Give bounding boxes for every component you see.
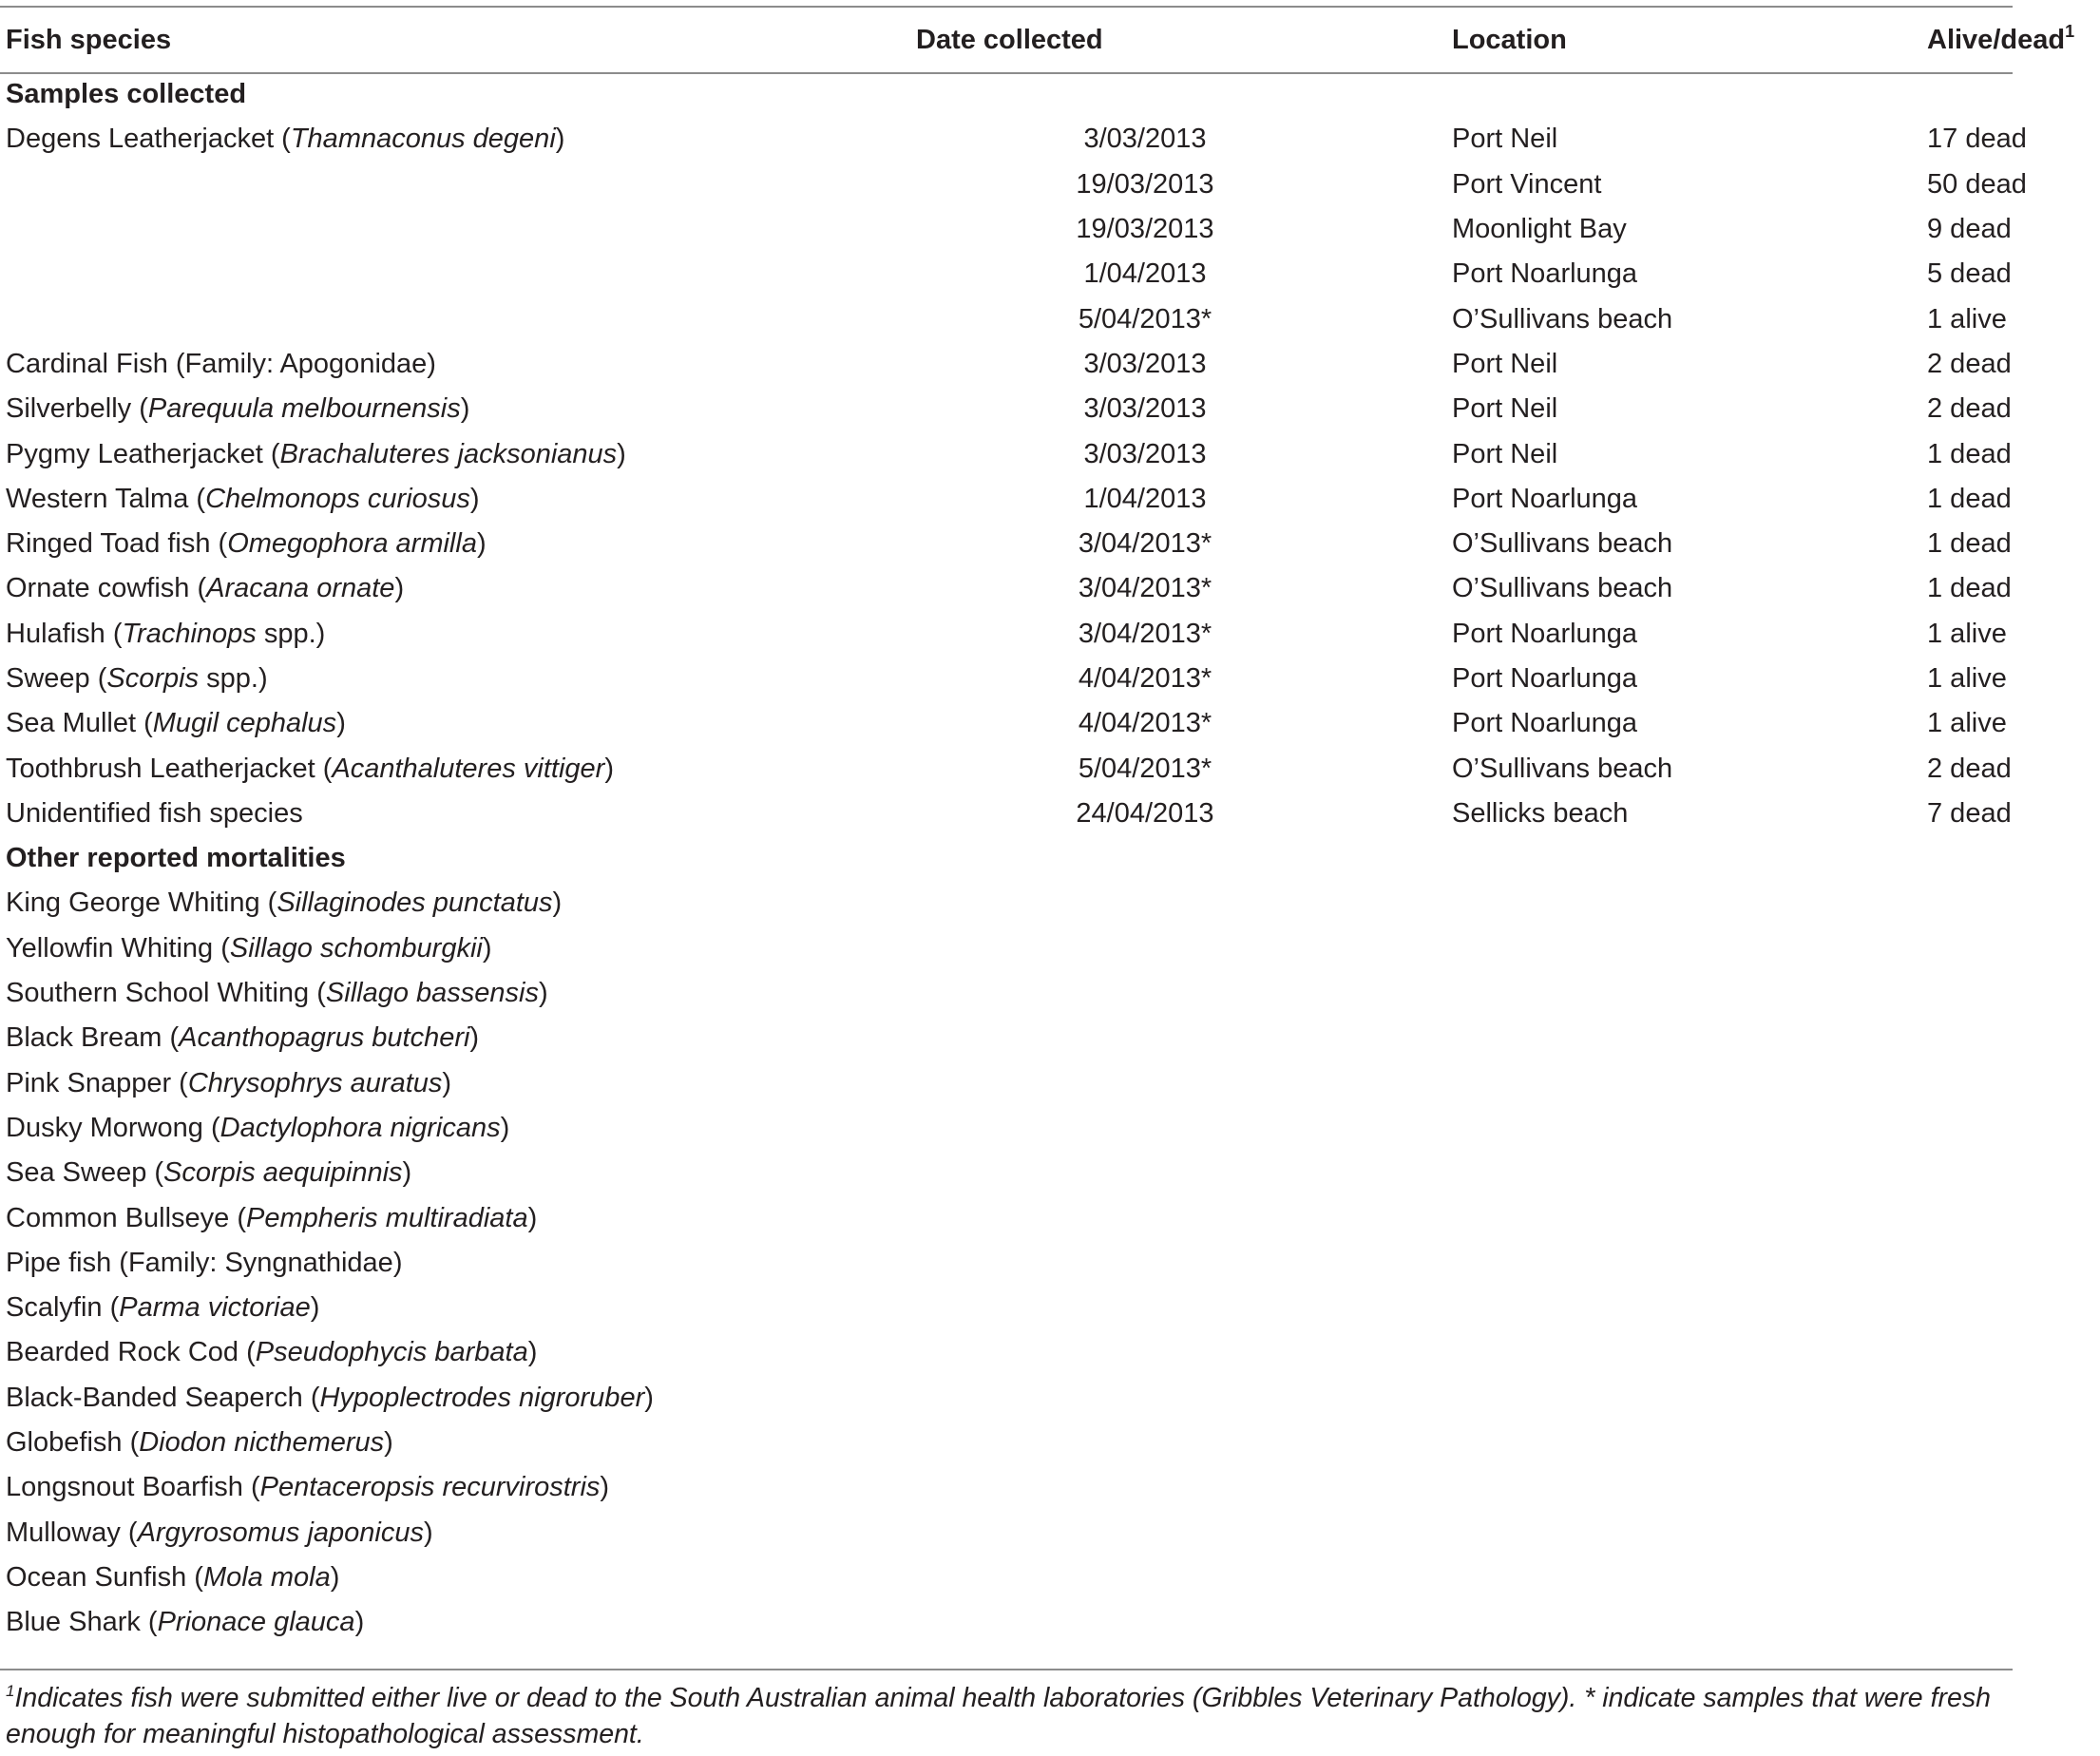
location-cell-empty <box>1448 1286 1927 1330</box>
species-cell <box>0 1600 842 1645</box>
table-row <box>0 1511 2100 1556</box>
date-cell: 3/03/2013 <box>1083 393 1207 425</box>
species-scientific-name: Diodon nicthemerus <box>139 1427 385 1459</box>
species-common-name: Southern School Whiting ( <box>6 978 326 1009</box>
species-scientific-name: Parma victoriae <box>119 1292 311 1324</box>
status-cell: 1 dead <box>1927 483 2012 514</box>
species-common-name: Globefish ( <box>6 1427 140 1459</box>
location-cell: Moonlight Bay <box>1452 214 1627 245</box>
table-row <box>0 117 2100 162</box>
table-row <box>0 792 2100 836</box>
table-row <box>0 477 2100 522</box>
status-cell: 1 alive <box>1927 618 2007 649</box>
species-cell <box>0 387 842 431</box>
status-cell-empty <box>1927 1151 2100 1195</box>
species-name-suffix: ) <box>476 528 487 560</box>
species-common-name: Degens Leatherjacket ( <box>6 124 291 155</box>
location-cell-empty <box>1448 1151 1927 1195</box>
species-cell <box>0 1511 842 1556</box>
status-cell: 2 dead <box>1927 393 2012 425</box>
table-row <box>0 1195 2100 1240</box>
species-name-suffix: ) <box>402 1157 412 1189</box>
table-row <box>0 1061 2100 1106</box>
location-cell-empty <box>1448 1556 1927 1600</box>
status-cell-empty <box>1927 1106 2100 1151</box>
species-name-suffix: ) <box>538 978 548 1009</box>
table-row <box>0 1600 2100 1645</box>
species-name-suffix: ) <box>310 1292 320 1324</box>
species-name-suffix: ) <box>442 1067 452 1098</box>
species-name-suffix: spp.) <box>256 618 326 649</box>
species-scientific-name: Mugil cephalus <box>152 708 337 739</box>
status-cell: 1 dead <box>1927 528 2012 560</box>
species-name-suffix: ) <box>604 753 614 784</box>
table-row <box>0 162 2100 207</box>
section-other-mortalities-empty-date <box>842 836 1448 881</box>
species-scientific-name: Chrysophrys auratus <box>187 1067 443 1098</box>
status-cell: 17 dead <box>1927 124 2027 155</box>
species-common-name: Ornate cowfish ( <box>6 573 207 604</box>
species-common-name: Bearded Rock Cod ( <box>6 1337 256 1368</box>
table-row <box>0 1286 2100 1330</box>
date-cell: 19/03/2013 <box>1076 214 1214 245</box>
species-common-name: Sea Sweep ( <box>6 1157 164 1189</box>
species-scientific-name: Prionace glauca <box>157 1607 355 1638</box>
date-cell-empty <box>842 1330 1448 1375</box>
location-cell: Port Noarlunga <box>1452 483 1638 514</box>
status-cell-empty <box>1927 1241 2100 1286</box>
table-row <box>0 1016 2100 1060</box>
date-cell-empty <box>842 1421 1448 1465</box>
table-row <box>0 746 2100 791</box>
location-cell-empty <box>1448 971 1927 1016</box>
species-name-suffix: ) <box>527 1337 538 1368</box>
location-cell-empty <box>1448 881 1927 926</box>
date-cell: 24/04/2013 <box>1076 797 1214 829</box>
date-cell-empty <box>842 1600 1448 1645</box>
species-scientific-name: Argyrosomus japonicus <box>137 1517 425 1548</box>
species-cell <box>0 1016 842 1060</box>
species-name-suffix: ) <box>644 1382 654 1413</box>
table-row <box>0 566 2100 611</box>
species-cell <box>0 701 842 746</box>
species-cell <box>0 881 842 926</box>
species-cell <box>0 926 842 971</box>
species-common-name: Longsnout Boarfish ( <box>6 1472 260 1503</box>
species-cell <box>0 342 842 387</box>
location-cell: Port Noarlunga <box>1452 618 1638 649</box>
table-row <box>0 1330 2100 1375</box>
location-cell-empty <box>1448 1016 1927 1060</box>
fish-mortality-table <box>0 8 2100 1645</box>
species-scientific-name: Pentaceropsis recurvirostris <box>259 1472 601 1503</box>
status-cell-empty <box>1927 1195 2100 1240</box>
status-cell: 1 dead <box>1927 573 2012 604</box>
status-cell-empty <box>1927 1330 2100 1375</box>
species-cell <box>0 657 842 701</box>
species-scientific-name: Parequula melbournensis <box>147 393 461 425</box>
date-cell: 3/03/2013 <box>1083 348 1207 379</box>
location-cell: Port Neil <box>1452 438 1558 469</box>
species-common-name: Silverbelly ( <box>6 393 148 425</box>
date-cell: 3/03/2013 <box>1083 438 1207 469</box>
species-scientific-name: Chelmonops curiosus <box>205 483 470 514</box>
table-row <box>0 431 2100 476</box>
species-cell <box>0 431 842 476</box>
section-samples-collected-label: Samples collected <box>6 79 247 110</box>
species-common-name: Pink Snapper ( <box>6 1067 188 1098</box>
location-cell: Port Neil <box>1452 393 1558 425</box>
date-cell: 3/03/2013 <box>1083 124 1207 155</box>
species-cell <box>0 1195 842 1240</box>
header-location: Location <box>1452 24 1567 55</box>
date-cell: 3/04/2013* <box>1078 573 1212 604</box>
status-cell-empty <box>1927 1286 2100 1330</box>
status-cell: 1 alive <box>1927 663 2007 694</box>
status-cell-empty <box>1927 1465 2100 1510</box>
species-cell <box>0 207 842 252</box>
species-cell <box>0 1556 842 1600</box>
species-name-suffix: ) <box>354 1607 365 1638</box>
date-cell-empty <box>842 1465 1448 1510</box>
status-cell: 2 dead <box>1927 348 2012 379</box>
status-cell-empty <box>1927 1421 2100 1465</box>
status-cell-empty <box>1927 926 2100 971</box>
status-cell: 1 alive <box>1927 708 2007 739</box>
species-name-suffix: ) <box>527 1202 538 1233</box>
species-scientific-name: Sillago schomburgkii <box>229 932 483 964</box>
table-footnote <box>6 1680 2007 1752</box>
location-cell-empty <box>1448 1061 1927 1106</box>
species-common-name: Toothbrush Leatherjacket ( <box>6 753 333 784</box>
species-name-suffix: ) <box>460 393 470 425</box>
table-row <box>0 252 2100 296</box>
species-cell <box>0 1286 842 1330</box>
table-row <box>0 657 2100 701</box>
table-row <box>0 1151 2100 1195</box>
date-cell: 3/04/2013* <box>1078 618 1212 649</box>
date-cell-empty <box>842 1151 1448 1195</box>
table-row <box>0 1241 2100 1286</box>
date-cell-empty <box>842 1061 1448 1106</box>
species-cell <box>0 522 842 566</box>
species-cell <box>0 117 842 162</box>
species-cell <box>0 1465 842 1510</box>
footnote-mark: 1 <box>6 1682 15 1700</box>
table-body <box>0 72 2100 1645</box>
species-cell <box>0 1330 842 1375</box>
date-cell: 5/04/2013* <box>1078 303 1212 334</box>
section-samples-collected <box>0 72 2100 117</box>
bottom-rule <box>0 1669 2013 1670</box>
location-cell: Port Vincent <box>1452 168 1602 200</box>
table-row <box>0 207 2100 252</box>
table-row <box>0 296 2100 341</box>
location-cell-empty <box>1448 1465 1927 1510</box>
location-cell-empty <box>1448 1511 1927 1556</box>
species-common-name: Sea Mullet ( <box>6 708 153 739</box>
status-cell-empty <box>1927 1061 2100 1106</box>
header-status-footnote-mark: 1 <box>2065 21 2075 41</box>
header-species: Fish species <box>6 24 172 55</box>
species-scientific-name: Mola mola <box>202 1561 331 1593</box>
species-cell <box>0 1421 842 1465</box>
species-name-suffix: ) <box>600 1472 610 1503</box>
species-name-suffix: ) <box>500 1112 510 1143</box>
location-cell-empty <box>1448 1330 1927 1375</box>
status-cell: 2 dead <box>1927 753 2012 784</box>
location-cell-empty <box>1448 1421 1927 1465</box>
species-name-suffix: ) <box>336 708 346 739</box>
location-cell-empty <box>1448 1106 1927 1151</box>
species-cell <box>0 162 842 207</box>
location-cell: Port Noarlunga <box>1452 258 1638 290</box>
species-common-name: Western Talma ( <box>6 483 206 514</box>
table-row <box>0 881 2100 926</box>
section-other-mortalities-label: Other reported mortalities <box>6 843 346 874</box>
date-cell: 3/04/2013* <box>1078 528 1212 560</box>
date-cell: 19/03/2013 <box>1076 168 1214 200</box>
date-cell-empty <box>842 881 1448 926</box>
date-cell-empty <box>842 1556 1448 1600</box>
date-cell-empty <box>842 971 1448 1016</box>
species-scientific-name: Pseudophycis barbata <box>255 1337 528 1368</box>
species-cell <box>0 1151 842 1195</box>
status-cell-empty <box>1927 1511 2100 1556</box>
species-common-name: Scalyfin ( <box>6 1292 120 1324</box>
species-name-suffix: ) <box>555 124 565 155</box>
header-date: Date collected <box>916 24 1103 55</box>
species-scientific-name: Scorpis <box>106 663 200 694</box>
location-cell: O’Sullivans beach <box>1452 753 1673 784</box>
species-scientific-name: Sillaginodes punctatus <box>277 888 553 919</box>
table-row <box>0 387 2100 431</box>
species-name-suffix: ) <box>552 888 563 919</box>
species-scientific-name: Dactylophora nigricans <box>220 1112 501 1143</box>
species-cell <box>0 566 842 611</box>
species-scientific-name: Pempheris multiradiata <box>246 1202 528 1233</box>
table-row <box>0 1421 2100 1465</box>
species-common-name: Unidentified fish species <box>6 797 303 829</box>
location-cell-empty <box>1448 1600 1927 1645</box>
date-cell-empty <box>842 926 1448 971</box>
species-name-suffix: ) <box>330 1561 340 1593</box>
species-common-name: King George Whiting ( <box>6 888 277 919</box>
status-cell: 1 dead <box>1927 438 2012 469</box>
species-name-suffix: ) <box>617 438 626 469</box>
location-cell: Port Neil <box>1452 124 1558 155</box>
table-row <box>0 612 2100 657</box>
species-cell <box>0 746 842 791</box>
status-cell-empty <box>1927 1016 2100 1060</box>
header-status-label: Alive/dead <box>1927 24 2066 55</box>
date-cell: 1/04/2013 <box>1083 483 1207 514</box>
species-name-suffix: ) <box>469 483 480 514</box>
table-row <box>0 926 2100 971</box>
species-cell <box>0 1241 842 1286</box>
location-cell: O’Sullivans beach <box>1452 528 1673 560</box>
species-cell <box>0 477 842 522</box>
status-cell: 9 dead <box>1927 214 2012 245</box>
species-common-name: Ocean Sunfish ( <box>6 1561 203 1593</box>
date-cell-empty <box>842 1106 1448 1151</box>
status-cell-empty <box>1927 1376 2100 1421</box>
species-scientific-name: Omegophora armilla <box>227 528 477 560</box>
section-other-mortalities-empty-status <box>1927 836 2100 881</box>
species-name-suffix: ) <box>394 573 405 604</box>
date-cell-empty <box>842 1195 1448 1240</box>
location-cell-empty <box>1448 1241 1927 1286</box>
table-row <box>0 1556 2100 1600</box>
section-other-mortalities-empty-location <box>1448 836 1927 881</box>
section-samples-collected-empty-date <box>842 72 1448 117</box>
table-row <box>0 1106 2100 1151</box>
date-cell-empty <box>842 1376 1448 1421</box>
table-row <box>0 522 2100 566</box>
status-cell-empty <box>1927 1556 2100 1600</box>
species-name-suffix: ) <box>424 1517 433 1548</box>
table-row <box>0 971 2100 1016</box>
location-cell-empty <box>1448 926 1927 971</box>
location-cell: Port Noarlunga <box>1452 663 1638 694</box>
species-scientific-name: Thamnaconus degeni <box>290 124 556 155</box>
species-cell <box>0 612 842 657</box>
species-scientific-name: Hypoplectrodes nigroruber <box>319 1382 645 1413</box>
status-cell-empty <box>1927 1600 2100 1645</box>
table-row <box>0 1376 2100 1421</box>
status-cell: 7 dead <box>1927 797 2012 829</box>
table-row <box>0 701 2100 746</box>
date-cell-empty <box>842 1286 1448 1330</box>
species-scientific-name: Aracana ornate <box>206 573 395 604</box>
status-cell-empty <box>1927 881 2100 926</box>
date-cell: 4/04/2013* <box>1078 708 1212 739</box>
species-common-name: Pipe fish (Family: Syngnathidae) <box>6 1247 403 1278</box>
species-common-name: Mulloway ( <box>6 1517 138 1548</box>
location-cell: O’Sullivans beach <box>1452 303 1673 334</box>
status-cell: 5 dead <box>1927 258 2012 290</box>
species-cell <box>0 1376 842 1421</box>
species-common-name: Yellowfin Whiting ( <box>6 932 230 964</box>
section-samples-collected-empty-status <box>1927 72 2100 117</box>
status-cell: 50 dead <box>1927 168 2027 200</box>
species-scientific-name: Trachinops <box>122 618 257 649</box>
species-scientific-name: Acanthopagrus butcheri <box>179 1022 470 1054</box>
section-samples-collected-empty-location <box>1448 72 1927 117</box>
header-row <box>0 8 2100 72</box>
section-other-mortalities <box>0 836 2100 881</box>
species-cell <box>0 1106 842 1151</box>
species-common-name: Pygmy Leatherjacket ( <box>6 438 280 469</box>
date-cell: 5/04/2013* <box>1078 753 1212 784</box>
species-cell <box>0 252 842 296</box>
species-common-name: Sweep ( <box>6 663 107 694</box>
location-cell: O’Sullivans beach <box>1452 573 1673 604</box>
species-name-suffix: ) <box>384 1427 393 1459</box>
date-cell-empty <box>842 1016 1448 1060</box>
species-common-name: Hulafish ( <box>6 618 123 649</box>
date-cell-empty <box>842 1511 1448 1556</box>
date-cell: 1/04/2013 <box>1083 258 1207 290</box>
species-name-suffix: spp.) <box>199 663 268 694</box>
location-cell-empty <box>1448 1376 1927 1421</box>
species-common-name: Black Bream ( <box>6 1022 180 1054</box>
species-cell <box>0 792 842 836</box>
status-cell: 1 alive <box>1927 303 2007 334</box>
date-cell: 4/04/2013* <box>1078 663 1212 694</box>
species-scientific-name: Acanthaluteres vittiger <box>332 753 605 784</box>
species-common-name: Blue Shark ( <box>6 1607 158 1638</box>
status-cell-empty <box>1927 971 2100 1016</box>
species-common-name: Cardinal Fish (Family: Apogonidae) <box>6 348 436 379</box>
header-status <box>1927 8 2100 72</box>
species-scientific-name: Brachaluteres jacksonianus <box>279 438 618 469</box>
date-cell-empty <box>842 1241 1448 1286</box>
species-cell <box>0 971 842 1016</box>
species-common-name: Dusky Morwong ( <box>6 1112 220 1143</box>
species-cell <box>0 296 842 341</box>
location-cell: Port Neil <box>1452 348 1558 379</box>
location-cell: Sellicks beach <box>1452 797 1629 829</box>
table-row <box>0 342 2100 387</box>
species-common-name: Ringed Toad fish ( <box>6 528 228 560</box>
location-cell-empty <box>1448 1195 1927 1240</box>
footnote-text: Indicates fish were submitted either live or dead to the South Australian animal health laboratories (Gribbles Veterinary Pathology). * indicate samples that were fresh enough for meaningful histopathological assessment. <box>6 1683 1991 1749</box>
species-name-suffix: ) <box>469 1022 480 1054</box>
species-scientific-name: Scorpis aequipinnis <box>163 1157 403 1189</box>
species-scientific-name: Sillago bassensis <box>325 978 539 1009</box>
species-cell <box>0 1061 842 1106</box>
species-common-name: Black-Banded Seaperch ( <box>6 1382 320 1413</box>
table-row <box>0 1465 2100 1510</box>
species-name-suffix: ) <box>482 932 492 964</box>
location-cell: Port Noarlunga <box>1452 708 1638 739</box>
species-common-name: Common Bullseye ( <box>6 1202 247 1233</box>
